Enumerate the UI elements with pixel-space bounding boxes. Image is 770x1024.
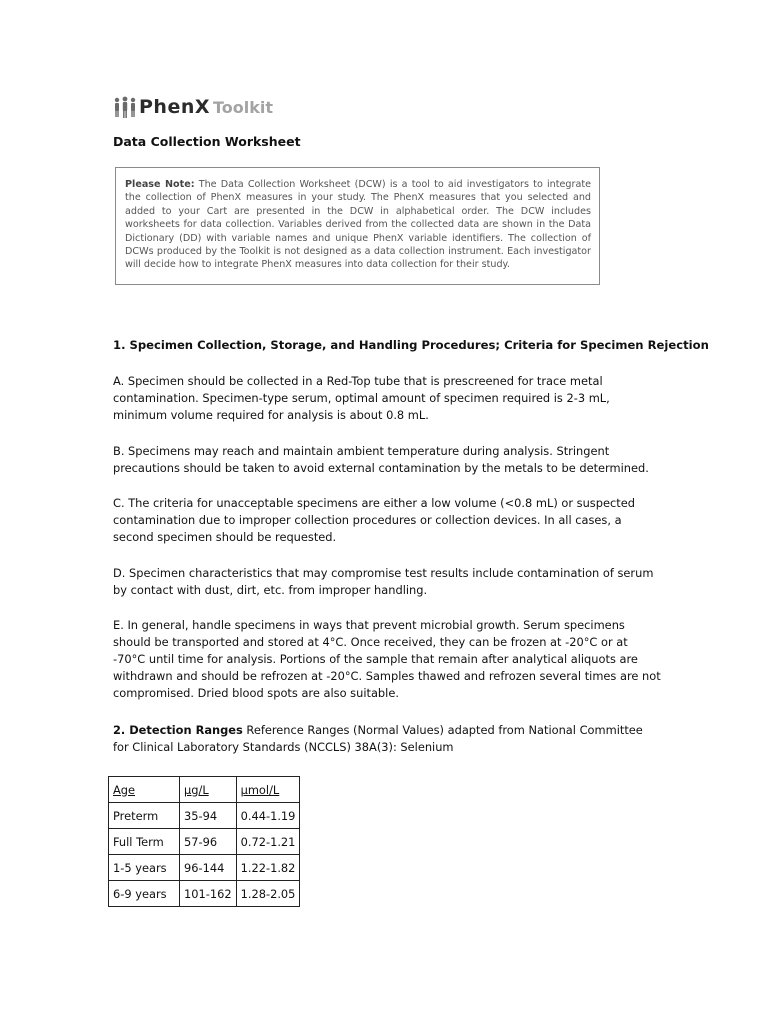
- section-1-heading: 1. Specimen Collection, Storage, and Handling Procedures; Criteria for Specimen Rejection: [113, 338, 709, 352]
- note-label: Please Note:: [125, 179, 195, 190]
- page-title: Data Collection Worksheet: [113, 134, 301, 149]
- paragraph-e: E. In general, handle specimens in ways that prevent microbial growth. Serum specimens should be transported and stored at 4°C. Once received, they can be frozen at -20°C or at -70°C until time for analysis. Portions of the sample that remain after analytical aliquots are withdrawn and should be refrozen at -20°C. Samples thawed and refrozen several times are not compromised. Dried blood spots are also suitable.: [113, 618, 661, 700]
- table-header-row: [109, 777, 300, 803]
- cell-age: Preterm: [109, 803, 180, 829]
- phenx-toolkit-logo: [113, 94, 273, 118]
- cell-age: 1-5 years: [109, 855, 180, 881]
- header-age: Age: [109, 777, 180, 803]
- people-logo-icon: [113, 96, 137, 118]
- paragraph-b: B. Specimens may reach and maintain ambient temperature during analysis. Stringent precautions should be taken to avoid external contamination by the metals to be determined.: [113, 444, 649, 475]
- paragraph-c: C. The criteria for unacceptable specimens are either a low volume (<0.8 mL) or suspected contamination due to improper collection procedures or collection devices. In all cases, a second specimen should be requested.: [113, 496, 635, 544]
- cell-ug: 35-94: [180, 803, 237, 829]
- cell-umol: 1.22-1.82: [236, 855, 300, 881]
- cell-umol: 1.28-2.05: [236, 881, 300, 907]
- header-umol-per-l: µmol/L: [236, 777, 300, 803]
- cell-ug: 57-96: [180, 829, 237, 855]
- table-row: [109, 881, 300, 907]
- table-row: [109, 803, 300, 829]
- table-row: [109, 855, 300, 881]
- section-2-heading: 2. Detection Ranges: [113, 723, 243, 737]
- cell-ug: 96-144: [180, 855, 237, 881]
- logo-wordmark: PhenX: [139, 96, 211, 118]
- cell-age: 6-9 years: [109, 881, 180, 907]
- cell-umol: 0.72-1.21: [236, 829, 300, 855]
- paragraph-d: D. Specimen characteristics that may compromise test results include contamination of serum by contact with dust, dirt, etc. from improper handling.: [113, 566, 654, 597]
- cell-ug: 101-162: [180, 881, 237, 907]
- please-note-box: [115, 167, 600, 285]
- header-ug-per-l: µg/L: [180, 777, 237, 803]
- logo-subtitle: Toolkit: [213, 98, 274, 117]
- reference-ranges-table: [108, 776, 300, 907]
- cell-umol: 0.44-1.19: [236, 803, 300, 829]
- section-2-text: Reference Ranges (Normal Values) adapted from National Committee for Clinical Laboratory Standards (NCCLS) 38A(3): Selenium: [113, 723, 643, 754]
- table-row: [109, 829, 300, 855]
- section-2-paragraph: [113, 722, 661, 756]
- paragraph-a: A. Specimen should be collected in a Red-Top tube that is prescreened for trace metal contamination. Specimen-type serum, optimal amount of specimen required is 2-3 mL, minimum volume required for analysis is about 0.8 mL.: [113, 374, 610, 422]
- cell-age: Full Term: [109, 829, 180, 855]
- note-text: The Data Collection Worksheet (DCW) is a tool to aid investigators to integrate the collection of PhenX measures in your study. The PhenX measures that you selected and added to your Cart are presented in the DCW in alphabetical order. The DCW includes worksheets for data collection. Variables derived from the collected data are shown in the Data Dictionary (DD) with variable names and unique PhenX variable identifiers. The collection of DCWs produced by the Toolkit is not designed as a data collection instrument. Each investigator will decide how to integrate PhenX measures into data collection for their study.: [125, 179, 591, 271]
